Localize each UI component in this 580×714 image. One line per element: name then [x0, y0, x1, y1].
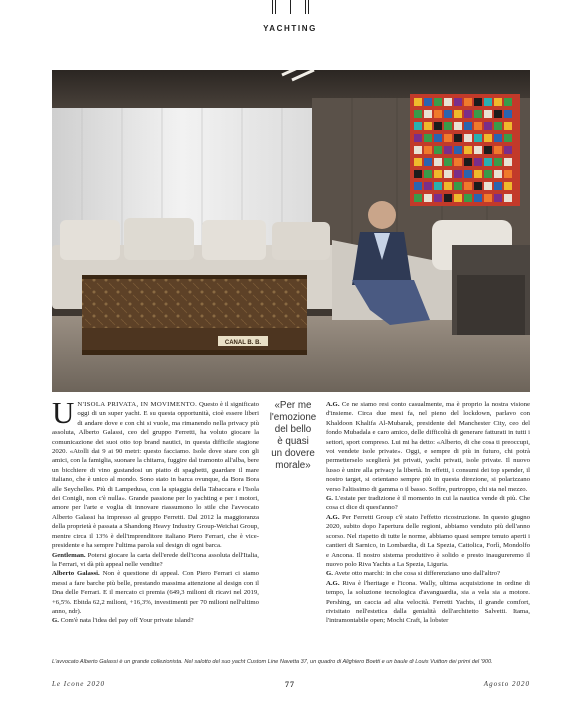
pull-quote-line: l'emozione [269, 412, 317, 423]
pull-quote-line: del bello [274, 424, 312, 435]
paragraph-text: Com'è nata l'idea del pay off Your private island? [58, 617, 194, 625]
answer [326, 513, 530, 569]
speaker: A.G. [326, 579, 340, 587]
paragraph-text: Ce ne siamo resi conto casualmente, ma è proprio la nostra visione d'insieme. Circa due mesi fa, nel pieno del lockdown, parlavo con Khaldoon Khalifa Al-Mubarak, presidente del Manchester City, ceo del fondo Mubadala e caro amico, delle difficoltà di generare fatturati in tutti i settori, sport compreso. Lui mi ha detto: «Alberto, di che cosa ti preoccupi, voi vendete isole private». Oggi, e sempre di più in futuro, chi potrà permetterselo sceglierà jet privati, yacht privati, isole private. Il nuovo lusso è unire alla privacy la libertà. In effetti, i consumi dei top spender, il nostro target, si orientano sempre più in questa direzione, si polarizzano verso l'altissimo di gamma o il basso. Soffre, purtroppo, chi sta nel mezzo. [326, 401, 530, 493]
footer-publication: Le Icone 2020 [52, 680, 106, 688]
pull-quote-line: è quasi [277, 436, 309, 447]
interview-photo [52, 70, 530, 392]
paragraph-text: Non è questione di appeal. Con Piero Ferrari ci siamo messi a fare barche più belle, prestando massima attenzione al design con il Dna delle Ferrari. E il mercato ci premia (649,3 milioni di ricavi nel 2019, +6,5%. Ebitda 62,2 milioni, +16,3%, investimenti per 70 milioni nell'ultimo anno, ndr). [52, 570, 259, 615]
answer [326, 400, 530, 494]
speaker: G. [326, 495, 333, 503]
drop-cap: U [52, 395, 75, 430]
speaker: G. [326, 570, 333, 578]
speaker: A.G. [326, 401, 340, 408]
pull-quote-line: un dovere [271, 448, 315, 459]
paragraph-text: Riva è l'heritage e l'icona. Wally, ultima acquisizione in ordine di tempo, la soluzione tecnologica d'avanguardia, sia a vela sia a motore. Pershing, un caccia ad alta velocità. Ferretti Yachts, il grande comfort, rivisitato nell'estetica dalla genialità dell'architetto Salvetti. Itama, l'intramontabile open; Mochi Craft, la lobster [326, 579, 530, 625]
speaker: A.G. [326, 513, 340, 521]
svg-text:CANAL B. B.: CANAL B. B. [224, 340, 262, 346]
paragraph-text: Per Ferretti Group c'è stato l'effetto ricostruzione. In questo giugno 2020, subito dopo l'apertura delle regioni, abbiamo venduto più dell'anno scorso. Nel rispetto di tutte le norme, abbiamo quasi sempre tenuto aperti i cantieri di Sarnico, in Lombardia, di La Spezia, Cattolica, Forlì, Mondolfo e Ancona. Il nostro sistema produttivo è solido e presto inaugureremo il nuovo polo Riva Yachts a La Spezia, Liguria. [326, 513, 530, 568]
paragraph-text: L'estate per tradizione è il momento in cui la nautica vende di più. Che cosa ci dice di quest'anno? [326, 495, 530, 512]
paragraph-text: Questo è il significato oggi di un super yacht. E su questa opportunità, cioè essere liberi di andare dove e con chi si vuole, ma rimanendo nella privacy più assoluta, Alberto Galassi, ceo del gruppo Ferretti, ha voluto giocare la comunicazione dei suoi otto top brand nautici, in questa difficile stagione 2020. «Atolli dai 9 ai 90 metri: questo facciamo. Isole dove stare con gli amici, con la famiglia, suonare la chitarra, fuggire dal tramonto all'alba, bere un bicchiere di vino gustandosi un piatto di spaghetti, guardare il mare italiano, che è unico al mondo. Sono stato in barca ovunque, da Bora Bora alle Seychelles. Più di Lampedusa, con la spiaggia della Tabaccara e l'Isola dei Conigli, non c'è nulla». Grande passione per lo yachting e per i motori, amore per l'arte e voglia di innovare riassumono lo stile che l'avvocato Alberto Galassi ha impresso al gruppo Ferretti. Dal 2012 la maggioranza della proprietà è passata a Shandong Heavy Industry Group-Weichai Group, mentre circa il 13% è dell'imprenditore italiano Piero Ferrari, che è vice-presidente e ha sempre l'ultima parola sul design di ogni barca. [52, 401, 259, 550]
answer [326, 579, 530, 626]
article-paragraph [52, 395, 259, 551]
speaker: G. [52, 617, 59, 625]
question [52, 551, 259, 570]
pull-quote-line: «Per me [274, 400, 312, 411]
pull-quote-line: morale» [275, 460, 311, 471]
answer [52, 569, 259, 616]
speaker: Gentleman. [52, 551, 86, 559]
page-number: 77 [285, 680, 295, 689]
pull-quote [262, 400, 324, 472]
speaker: Alberto Galassi. [52, 570, 100, 578]
question [326, 569, 530, 578]
question [326, 494, 530, 513]
paragraph-text: Avete otto marchi: in che cosa si differenziano uno dall'altro? [332, 570, 500, 578]
lead-in: N'ISOLA PRIVATA, IN MOVIMENTO. [77, 401, 198, 408]
article-column-right [326, 400, 530, 626]
footer-date: Agosto 2020 [483, 680, 530, 688]
article-column-left [52, 395, 259, 626]
question [52, 616, 259, 625]
photo-caption: L'avvocato Alberto Galassi è un grande collezionista. Nel salotto del suo yacht Custom Line Navetta 37, un quadro di Alighiero Boetti e un baule di Louis Vuitton dei primi del '900. [52, 659, 493, 665]
paragraph-text: Potersi giocare la carta dell'erede dell'icona assoluta dell'Italia, la Ferrari, vi dà più appeal nelle vendite? [52, 551, 259, 568]
top-ornament [266, 0, 314, 16]
section-label: YACHTING [263, 24, 317, 33]
